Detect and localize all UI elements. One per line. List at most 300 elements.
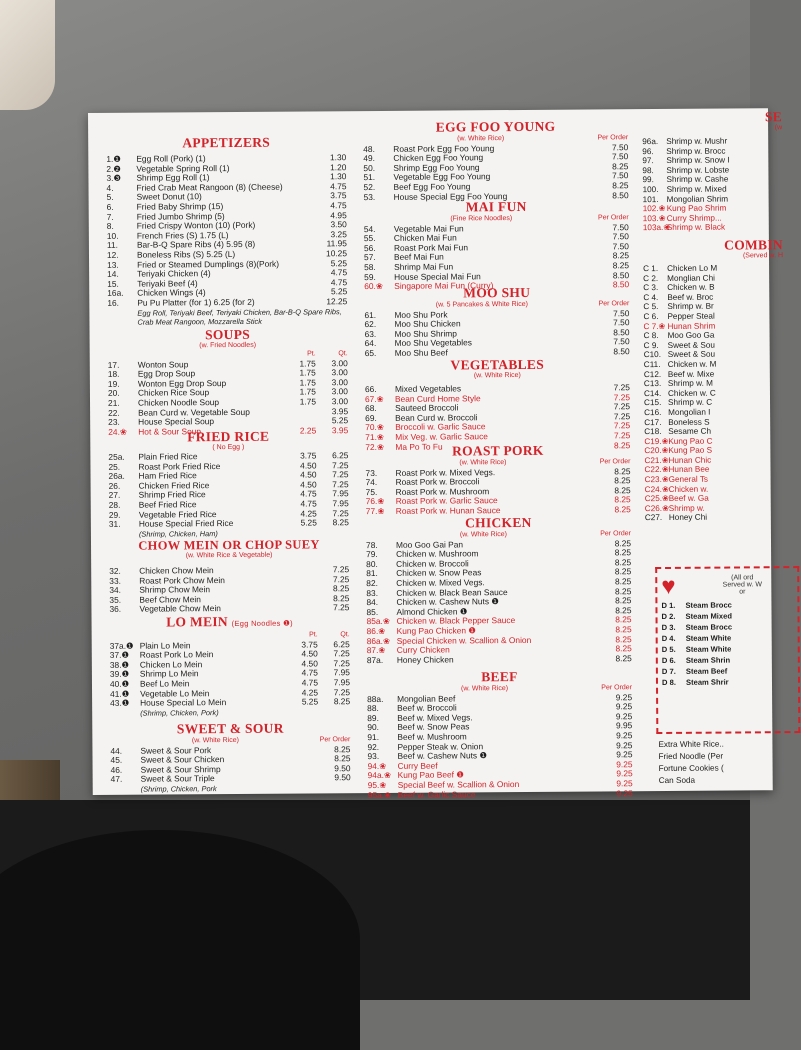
item-number: D 2.: [661, 611, 676, 622]
item-name: Sweet Donut (10): [136, 191, 202, 203]
item-number: 92.: [367, 741, 380, 752]
item-name: Moo Shu Shrimp: [394, 328, 457, 339]
menu-item: [110, 697, 350, 708]
item-name: Kung Pao Shrim: [666, 203, 727, 214]
section-title: COMBIN: [724, 237, 783, 253]
item-number: 102.❀: [642, 204, 666, 214]
item-number: 33.: [109, 575, 121, 586]
item-name: Hot & Sour Soup: [138, 425, 202, 437]
item-number: 66.: [364, 383, 377, 395]
item-price-quart: 3.95: [331, 424, 349, 436]
item-number: 26a.: [108, 470, 125, 482]
item-number: 90.: [367, 722, 379, 733]
item-name: Chicken w. Black Bean Sauce: [396, 586, 508, 598]
item-number: C18.: [644, 427, 662, 437]
item-price: 8.25: [614, 504, 631, 515]
item-name: Chicken w. Mushroom: [396, 548, 479, 560]
item-number: 24.❀: [108, 426, 127, 437]
item-name: Mongolian Shrim: [666, 194, 729, 204]
item-name: Roast Pork Fried Rice: [138, 460, 221, 472]
item-name: Mixed Vegetables: [394, 383, 462, 394]
fried-rice-note: (Shrimp, Chicken, Ham): [138, 528, 218, 539]
item-price-quart: 7.25: [333, 686, 351, 697]
item-number: 98.: [642, 165, 654, 175]
item-name: Fried Noodle (Per: [658, 751, 724, 762]
item-number: 75.: [365, 486, 378, 497]
section-seafood: [642, 110, 783, 233]
item-price: 7.50: [613, 307, 630, 318]
item-price-quart: 8.25: [333, 696, 351, 707]
item-name: Roast Pork Mai Fun: [393, 242, 468, 253]
item-name: Chicken w. Cashew Nuts ❶: [396, 596, 499, 608]
item-number: 20.: [107, 388, 120, 399]
section-chicken: [366, 515, 632, 665]
item-number: 12.: [106, 249, 119, 260]
section-title: ROAST PORK: [451, 442, 544, 459]
item-name: House Special Egg Foo Young: [393, 190, 508, 202]
item-name: Chicken w. M: [667, 359, 717, 369]
item-price: 7.25: [332, 573, 350, 584]
item-name: Mix Veg. w. Garlic Sauce: [395, 431, 488, 442]
item-number: 49.: [363, 153, 376, 164]
item-name: Beef w. Ga: [668, 493, 709, 504]
diet-label-2: Served w. W: [722, 581, 762, 589]
item-price-pint: [280, 407, 316, 417]
item-name: Shrimp Fried Rice: [138, 489, 206, 501]
item-number: 23.: [108, 416, 120, 428]
item-number: 47.: [110, 774, 123, 785]
extra-item: [647, 774, 787, 787]
item-price-pint: 2.25: [299, 425, 317, 436]
item-name: Teriyaki Chicken (4): [137, 268, 211, 279]
item-number: C 2.: [643, 273, 659, 283]
item-name: Roast Pork Egg Foo Young: [393, 142, 495, 154]
item-number: 5.: [106, 192, 114, 203]
item-number: D 4.: [661, 633, 676, 644]
item-price: 9.25: [616, 787, 633, 798]
item-name: Beef Chow Mein: [139, 594, 201, 605]
item-price-quart: 7.25: [332, 507, 349, 518]
item-number: 3.❸: [106, 172, 121, 184]
item-number: 60.❀: [364, 281, 383, 292]
item-number: 87a.: [366, 654, 384, 665]
item-number: C23.❀: [644, 475, 669, 485]
item-price-quart: 7.25: [332, 459, 349, 470]
item-number: D 3.: [661, 622, 676, 633]
item-name: Fried or Steamed Dumplings (8)(Pork): [137, 258, 280, 270]
item-price: 8.50: [613, 327, 630, 338]
item-price-pint: 4.50: [300, 479, 317, 490]
item-name: Special Chicken w. Scallion & Onion: [396, 634, 532, 646]
section-extras: [646, 738, 786, 787]
section-title: SOUPS: [204, 326, 251, 343]
item-price: 9.25: [616, 730, 633, 741]
item-price: 8.25: [615, 585, 632, 596]
item-price-pint: 4.75: [300, 488, 317, 499]
item-number: 77.❀: [365, 505, 385, 517]
item-name: House Special Mai Fun: [394, 270, 481, 282]
item-name: Kung Pao S: [668, 445, 713, 456]
section-subtitle: (w: [774, 124, 783, 132]
item-number: 80.: [366, 558, 378, 569]
price-header: (w. White Rice) Per Order: [460, 684, 633, 693]
item-name: Boneless S: [668, 417, 710, 427]
section-subtitle: (w. Fried Noodles): [199, 341, 257, 350]
item-price: 8.25: [614, 566, 632, 577]
item-price: 8.50: [612, 189, 629, 200]
item-name: Egg Drop Soup: [137, 368, 196, 379]
item-name: Curry Shrimp...: [666, 213, 722, 223]
item-number: C26.❀: [644, 503, 669, 513]
item-number: 85a.❀: [366, 616, 390, 627]
item-name: Honey Chi: [668, 513, 708, 523]
item-price-pint: 4.50: [301, 658, 318, 669]
section-subtitle: ( No Egg ): [212, 443, 245, 452]
diet-menu-box: [655, 566, 800, 734]
item-number: C19.❀: [644, 436, 669, 446]
section-title: MAI FUN: [465, 198, 527, 215]
item-price: 7.50: [613, 336, 630, 347]
item-number: C 9.: [643, 340, 659, 350]
item-name: Beef Egg Foo Young: [393, 181, 471, 192]
item-number: 81.: [366, 568, 378, 579]
item-price-quart: 7.95: [332, 488, 349, 499]
item-name: Beef w. Snow Peas: [397, 721, 470, 733]
heart-icon: ♥: [661, 572, 676, 601]
item-price-quart: 7.95: [333, 677, 351, 688]
item-price: 9.25: [615, 701, 633, 712]
item-price-quart: 3.00: [331, 367, 348, 378]
extra-item: [646, 738, 786, 751]
item-price: 9.25: [616, 739, 633, 750]
item-name: Mongolian Beef: [397, 693, 456, 704]
item-number: 65.: [364, 347, 377, 359]
item-price: 8.25: [615, 643, 632, 654]
section-fried-rice: [108, 426, 349, 539]
item-name: Steam Shrir: [685, 677, 729, 687]
item-price-quart: 7.25: [332, 478, 349, 490]
section-lo-mein: [110, 614, 351, 717]
item-number: 19.: [107, 378, 120, 389]
item-number: 25a.: [108, 451, 125, 462]
item-number: 4.: [106, 182, 114, 193]
item-number: C 4.: [643, 292, 659, 302]
section-vegetables: [365, 357, 631, 452]
item-price: 7.25: [613, 420, 631, 431]
menu-item: [109, 518, 349, 529]
section-mai-fun: [364, 199, 630, 292]
item-name: Plain Fried Rice: [138, 451, 198, 462]
item-number: 74.: [365, 477, 378, 488]
item-number: 8.: [106, 220, 114, 232]
item-number: 59.: [364, 271, 376, 282]
item-price: 8.25: [615, 652, 632, 664]
item-number: C 1.: [643, 264, 659, 274]
item-price: 8.25: [615, 604, 632, 616]
pu-pu-note: Egg Roll, Teriyaki Beef, Teriyaki Chicken, Bar-B-Q Spare Ribs, Crab Meat Rangoon, Mozzarella Stick: [137, 306, 342, 327]
item-name: Fried Jumbo Shrimp (5): [136, 210, 225, 222]
item-name: Sweet & Sour Pork: [140, 744, 212, 756]
item-name: Bean Curd w. Broccoli: [395, 412, 478, 423]
item-name: Special Beef w. Scallion & Onion: [397, 778, 520, 790]
item-price: 8.25: [615, 595, 632, 606]
item-price-quart: 7.95: [332, 498, 349, 509]
item-name: Roast Pork w. Mixed Vegs.: [395, 466, 496, 478]
item-number: C27.: [644, 513, 663, 523]
item-price-quart: 3.00: [331, 386, 348, 397]
item-number: C14.: [643, 388, 662, 398]
item-price: 4.75: [330, 276, 348, 288]
item-name: Singapore Mai Fun (Curry): [394, 280, 494, 292]
item-number: D 5.: [661, 644, 676, 655]
item-price: 3.50: [330, 219, 347, 230]
item-price: 4.75: [330, 267, 348, 278]
item-price: 8.25: [612, 250, 630, 261]
item-number: C15.: [644, 398, 662, 408]
item-name: Shrimp w. Mixed: [666, 184, 727, 194]
item-number: 6.: [106, 201, 114, 212]
item-number: 72.❀: [365, 441, 385, 452]
item-price: 9.95: [615, 720, 633, 731]
item-name: Shrimp Mai Fun: [394, 261, 454, 272]
item-number: C24.❀: [644, 484, 669, 494]
item-name: Chicken w. B: [667, 282, 715, 293]
item-name: Beef w. Cashew Nuts ❶: [397, 750, 487, 762]
item-number: 101.: [642, 194, 659, 204]
item-number: 78.: [365, 539, 378, 550]
menu-item: [368, 789, 633, 800]
item-name: Bean Curd Home Style: [394, 392, 481, 404]
item-number: C10.: [643, 350, 662, 360]
item-number: C22.❀: [644, 465, 669, 475]
item-name: Chicken w. Mixed Vegs.: [396, 577, 485, 588]
item-price: 12.25: [326, 296, 348, 307]
item-name: Moo Shu Vegetables: [394, 337, 472, 349]
item-price-quart: 3.00: [331, 396, 349, 407]
item-price: 8.25: [614, 494, 631, 505]
item-number: D 7.: [661, 666, 676, 677]
item-name: Chicken Lo M: [667, 263, 718, 273]
item-number: C 5.: [643, 302, 659, 312]
item-name: Vegetable Egg Foo Young: [393, 171, 491, 183]
item-number: D 8.: [661, 677, 676, 688]
price-header: (Fine Rice Noodles) Per Order: [450, 214, 629, 223]
item-number: 73.: [365, 467, 378, 478]
item-number: 48.: [363, 143, 375, 154]
item-price: 8.25: [612, 180, 629, 191]
section-title: CHICKEN: [465, 514, 532, 531]
section-title: CHOW MEIN OR CHOP SUEY: [138, 537, 320, 553]
item-name: Shrimp w. Black: [666, 222, 726, 233]
item-name: Moo Goo Ga: [667, 330, 715, 341]
item-name: Plain Lo Mein: [139, 639, 191, 651]
item-number: 82.: [366, 577, 378, 589]
item-number: 26.: [108, 480, 121, 491]
item-price-pint: 4.50: [300, 460, 317, 471]
item-price: 1.20: [330, 161, 347, 172]
item-number: 93.: [367, 751, 380, 762]
section-combination: [643, 238, 785, 523]
item-name: Kung Pao Chicken ❶: [396, 625, 476, 636]
item-number: 2.❷: [106, 163, 121, 174]
item-name: Chicken w. Snow Peas: [396, 567, 482, 579]
item-number: 86.❀: [366, 625, 386, 637]
section-title: EGG FOO YOUNG: [435, 118, 556, 135]
price-header: (w. White Rice) Per Order: [459, 458, 631, 467]
item-name: Chicken w.: [668, 484, 709, 494]
item-price-pint: 5.25: [300, 517, 317, 528]
section-title: SE: [764, 109, 783, 125]
item-name: Shrimp w. M: [667, 378, 713, 389]
item-name: Beef w. Mixed Vegs.: [397, 712, 473, 723]
item-number: 50.: [363, 162, 376, 173]
item-number: 1.❶: [106, 153, 121, 164]
item-name: Vegetable Fried Rice: [138, 508, 217, 520]
item-price: 1.30: [330, 171, 347, 182]
item-number: C21.❀: [644, 455, 669, 465]
item-number: 51.: [363, 172, 376, 183]
item-price: 7.50: [612, 221, 629, 232]
extra-item: [646, 750, 786, 763]
item-name: Vegetable Spring Roll (1): [136, 162, 230, 174]
diet-label-3: or: [739, 588, 746, 596]
item-price: 4.75: [330, 200, 347, 211]
item-name: House Special Fried Rice: [138, 518, 234, 529]
item-number: 87.❀: [366, 645, 386, 656]
section-subtitle: (w. White Rice): [473, 371, 521, 380]
item-name: Roast Pork w. Broccoli: [395, 476, 480, 488]
item-number: C13.: [643, 379, 662, 389]
item-name: Pepper Steak w. Onion: [397, 740, 484, 752]
item-name: Sweet & Sour Shrimp: [140, 763, 221, 775]
item-name: Roast Pork w. Mushroom: [395, 485, 490, 497]
item-number: 41.❶: [110, 688, 130, 699]
item-number: 43.❶: [110, 697, 130, 709]
item-price: 8.25: [615, 614, 632, 625]
item-number: 70.❀: [365, 422, 384, 433]
item-price: 8.25: [332, 583, 350, 594]
item-price-quart: 6.25: [332, 450, 349, 461]
item-price: 7.50: [611, 151, 629, 162]
item-price: 8.50: [612, 279, 630, 290]
item-price: 8.25: [612, 260, 630, 271]
item-number: 63.: [364, 328, 377, 339]
item-number: 22.: [108, 407, 120, 418]
item-name: Beef w. Broccoli: [397, 702, 457, 714]
item-number: 96.: [642, 146, 654, 156]
item-number: 79.: [366, 549, 378, 560]
item-name: Fried Crispy Wonton (10) (Pork): [136, 219, 256, 231]
item-number: C20.❀: [644, 446, 669, 456]
item-price: 7.50: [612, 241, 629, 252]
item-name: Beef Fried Rice: [138, 499, 197, 510]
item-name: Kung Pao C: [668, 436, 713, 446]
item-price: 8.25: [614, 547, 632, 558]
item-price: 9.25: [615, 710, 633, 722]
item-name: Egg Roll (Pork) (1): [136, 153, 206, 164]
item-price: 3.75: [330, 190, 347, 201]
item-number: 71.❀: [365, 431, 384, 443]
item-number: 64.: [364, 338, 377, 349]
extra-item: [647, 762, 787, 775]
section-sweet-sour: [110, 721, 350, 794]
item-name: Fried Baby Shrimp (15): [136, 201, 224, 212]
item-name: Sweet & Sour Triple: [140, 773, 215, 785]
item-price: 8.25: [614, 485, 631, 496]
item-number: 96a.: [642, 137, 659, 147]
section-title: LO MEIN (Egg Noodles ❶): [166, 614, 293, 630]
item-price-quart: 8.25: [332, 517, 349, 528]
item-number: C16.: [644, 407, 662, 418]
item-name: Sesame Ch: [668, 426, 712, 437]
item-number: 69.: [365, 412, 377, 423]
item-price-quart: 7.25: [333, 648, 350, 659]
price-header: (w. 5 Pancakes & White Rice) Per Order: [435, 300, 630, 309]
item-number: 83.: [366, 587, 379, 598]
item-price: 8.25: [614, 465, 631, 476]
item-price: 8.50: [613, 346, 630, 357]
item-price: 5.25: [330, 286, 348, 297]
item-number: 37a.❶: [109, 640, 134, 651]
item-name: Steam Brocc: [685, 600, 732, 610]
item-price-quart: 3.95: [331, 405, 349, 416]
item-number: 95a.❀: [367, 789, 392, 800]
item-price: 8.25: [614, 557, 632, 568]
item-price-pint: 5.25: [301, 696, 319, 707]
item-price: 9.50: [334, 762, 351, 774]
item-name: Extra White Rice..: [658, 739, 724, 750]
section-title: MOO SHU: [463, 284, 531, 301]
item-number: 7.: [106, 211, 114, 222]
item-price: 8.25: [333, 592, 350, 604]
item-name: Shrimp w. Br: [667, 302, 714, 312]
item-name: Sweet & Sou: [667, 349, 716, 360]
item-price-pint: 3.75: [300, 450, 317, 461]
item-price-pint: 1.75: [299, 386, 316, 397]
item-number: 61.: [364, 309, 377, 320]
item-name: Vegetable Mai Fun: [393, 222, 464, 234]
item-name: Roast Pork w. Garlic Sauce: [395, 495, 498, 507]
item-name: Shrimp w. Lobste: [666, 165, 730, 175]
section-beef: [367, 669, 633, 800]
item-number: 99.: [642, 175, 654, 185]
item-price: 7.25: [613, 411, 631, 422]
price-header: Pt. Qt.: [307, 350, 348, 358]
item-number: 76.❀: [365, 496, 385, 507]
item-price: 7.25: [613, 382, 630, 393]
item-price: 7.50: [612, 170, 629, 181]
item-name: Sweet & Sou: [667, 340, 716, 350]
item-name: French Fries (S) 1.75 (L): [136, 229, 229, 241]
item-number: 21.: [107, 397, 120, 408]
item-name: Ham Fried Rice: [138, 470, 197, 481]
item-name: Chicken Fried Rice: [138, 479, 210, 491]
item-name: Chicken Lo Mein: [139, 658, 203, 670]
item-number: 58.: [364, 261, 376, 273]
item-number: 62.: [364, 319, 377, 330]
section-chow-mein: [109, 537, 350, 615]
item-name: Chicken w. Broccoli: [396, 558, 469, 569]
item-price: 8.25: [614, 537, 632, 548]
item-number: 88a.: [367, 693, 384, 704]
item-price: 11.95: [326, 238, 347, 249]
item-price-pint: 4.50: [301, 648, 318, 659]
item-name: Sauteed Broccoli: [395, 402, 459, 414]
item-number: 13.: [107, 259, 119, 270]
item-price: 7.25: [613, 401, 631, 412]
item-price: 9.25: [616, 749, 633, 760]
item-name: Steam White: [685, 644, 732, 654]
